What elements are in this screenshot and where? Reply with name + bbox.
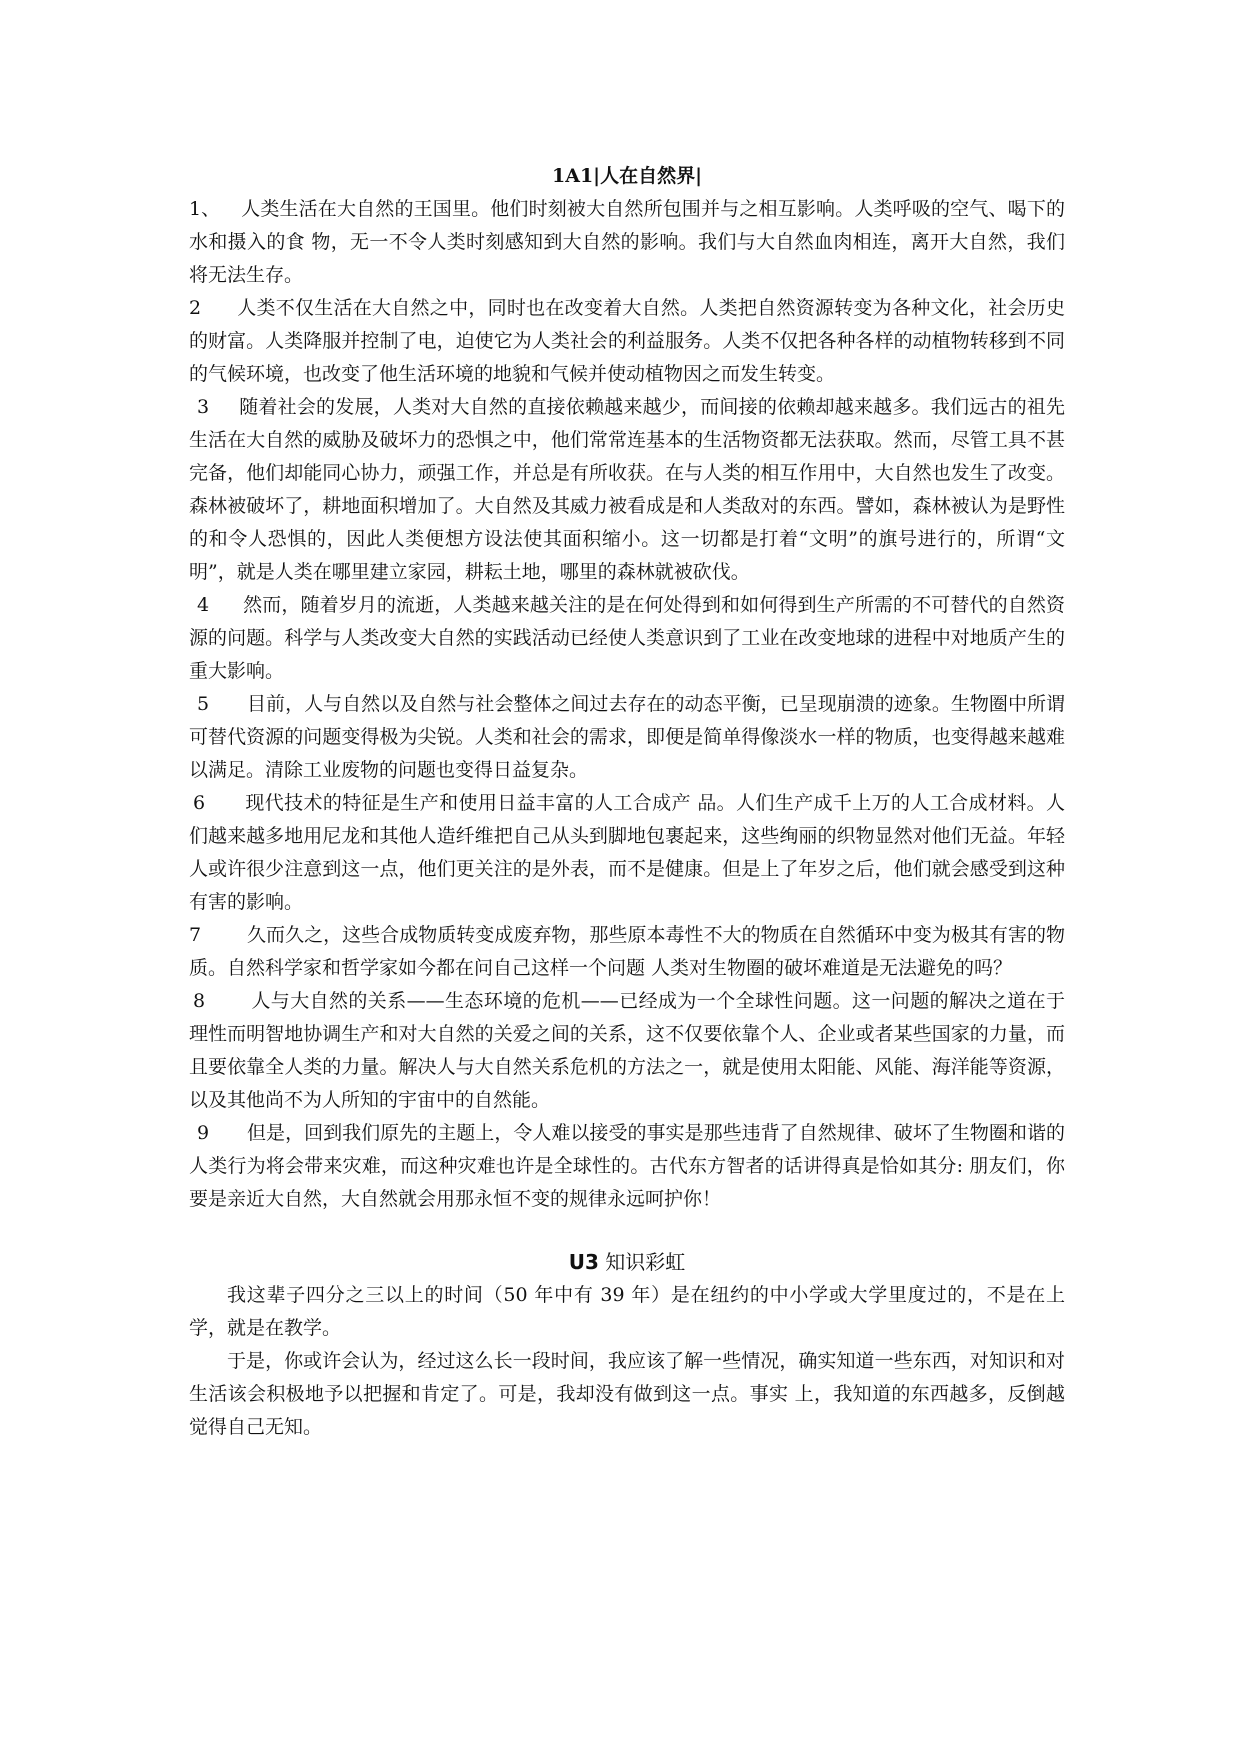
- section-title-u3: [189, 1246, 1065, 1279]
- u3-paragraph-2: 于是，你或许会认为，经过这么长一段时间，我应该了解一些情况，确实知道一些东西，对知识和对生活该会积极地予以把握和肯定了。可是，我却没有做到这一点。事实 上，我知道的东西越多，反倒越觉得自己无知。: [189, 1350, 1065, 1438]
- paragraph-6: [189, 787, 1065, 919]
- paragraph-2: [189, 292, 1065, 391]
- paragraph-4: [189, 589, 1065, 688]
- paragraph-8: [189, 985, 1065, 1117]
- paragraph-number: 4: [197, 594, 210, 616]
- paragraph-text: 人类生活在大自然的王国里。他们时刻被大自然所包围并与之相互影响。人类呼吸的空气、喝下的水和摄入的食 物，无一不令人类时刻感知到大自然的影响。我们与大自然血肉相连，离开大自然，我们将无法生存。: [189, 198, 1065, 286]
- paragraph-text: 久而久之，这些合成物质转变成废弃物，那些原本毒性不大的物质在自然循环中变为极其有害的物质。自然科学家和哲学家如今都在问自己这样一个问题 人类对生物圈的破坏难道是无法避免的吗？: [189, 924, 1065, 979]
- paragraph-1: [189, 193, 1065, 292]
- paragraph-number: 5: [197, 693, 210, 715]
- paragraph-text: 现代技术的特征是生产和使用日益丰富的人工合成产 品。人们生产成千上万的人工合成材料。人们越来越多地用尼龙和其他人造纤维把自己从头到脚地包裹起来，这些绚丽的织物显然对他们无益。年轻人或许很少注意到这一点，他们更关注的是外表，而不是健康。但是上了年岁之后，他们就会感受到这种有害的影响。: [189, 792, 1065, 913]
- paragraph-number: 3: [197, 396, 210, 418]
- document-page: [189, 160, 1065, 1444]
- paragraph-number: 8: [193, 990, 206, 1012]
- paragraph-number: 7: [189, 924, 202, 946]
- paragraph-text: 随着社会的发展，人类对大自然的直接依赖越来越少，而间接的依赖却越来越多。我们远古的祖先生活在大自然的威胁及破坏力的恐惧之中，他们常常连基本的生活物资都无法获取。然而，尽管工具不甚完备，他们却能同心协力，顽强工作，并总是有所收获。在与人类的相互作用中，大自然也发生了改变。森林被破坏了，耕地面积增加了。大自然及其威力被看成是和人类敌对的东西。譬如，森林被认为是野性的和令人恐惧的，因此人类便想方设法使其面积缩小。这一切都是打着“文明”的旗号进行的，所谓“文明”，就是人类在哪里建立家园，耕耘土地，哪里的森林就被砍伐。: [189, 396, 1065, 583]
- section-title: 1A1|人在自然界|: [551, 165, 702, 187]
- paragraph-text: 人类不仅生活在大自然之中，同时也在改变着大自然。人类把自然资源转变为各种文化，社会历史的财富。人类降服并控制了电，迫使它为人类社会的利益服务。人类不仅把各种各样的动植物转移到不同的气候环境，也改变了他生活环境的地貌和气候并使动植物因之而发生转变。: [189, 297, 1065, 385]
- paragraph-number: 6: [193, 792, 206, 814]
- paragraph-number: 9: [197, 1122, 210, 1144]
- section-spacer: [189, 1216, 1065, 1246]
- paragraph-3: [189, 391, 1065, 589]
- paragraph-text: 但是，回到我们原先的主题上，令人难以接受的事实是那些违背了自然规律、破坏了生物圈和谐的人类行为将会带来灾难，而这种灾难也许是全球性的。古代东方智者的话讲得真是恰如其分: 朋友们，你要是亲近大自然，大自然就会用那永恒不变的规律永远呵护你！: [189, 1122, 1065, 1210]
- paragraph-number: 1、: [189, 198, 221, 220]
- u3-paragraph-1: 我这辈子四分之三以上的时间（50 年中有 39 年）是在纽约的中小学或大学里度过的，不是在上学，就是在教学。: [189, 1284, 1065, 1339]
- paragraph-7: [189, 919, 1065, 985]
- paragraph-text: 目前，人与自然以及自然与社会整体之间过去存在的动态平衡，已呈现崩溃的迹象。生物圈中所谓可替代资源的问题变得极为尖锐。人类和社会的需求，即便是简单得像淡水一样的物质，也变得越来越难以满足。清除工业废物的问题也变得日益复杂。: [189, 693, 1065, 781]
- paragraph-number: 2: [189, 297, 202, 319]
- paragraph-5: [189, 688, 1065, 787]
- paragraph-9: [189, 1117, 1065, 1216]
- paragraph-text: 然而，随着岁月的流逝，人类越来越关注的是在何处得到和如何得到生产所需的不可替代的自然资源的问题。科学与人类改变大自然的实践活动已经使人类意识到了工业在改变地球的进程中对地质产生的重大影响。: [189, 594, 1065, 682]
- section-title-text: 知识彩虹: [605, 1250, 686, 1274]
- paragraph-text: 人与大自然的关系——生态环境的危机——已经成为一个全球性问题。这一问题的解决之道在于理性而明智地协调生产和对大自然的关爱之间的关系，这不仅要依靠个人、企业或者某些国家的力量，而且要依靠全人类的力量。解决人与大自然关系危机的方法之一，就是使用太阳能、风能、海洋能等资源，以及其他尚不为人所知的宇宙中的自然能。: [189, 990, 1065, 1111]
- section-code: U3: [568, 1250, 599, 1274]
